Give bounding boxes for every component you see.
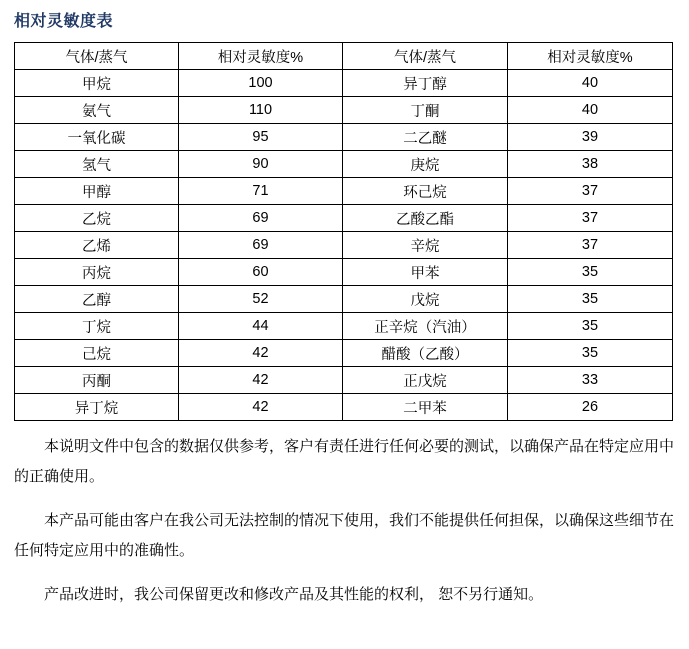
cell-gas-left: 丁烷 [15,313,179,340]
cell-gas-right: 甲苯 [343,259,508,286]
cell-gas-left: 乙烷 [15,205,179,232]
cell-sensitivity-right: 37 [508,205,673,232]
column-header-gas-right: 气体/蒸气 [343,43,508,70]
cell-gas-right: 戊烷 [343,286,508,313]
table-row [15,394,673,421]
cell-sensitivity-right: 35 [508,313,673,340]
cell-gas-left: 氨气 [15,97,179,124]
note-paragraph-1: 本说明文件中包含的数据仅供参考，客户有责任进行任何必要的测试，以确保产品在特定应用中的正确使用。 [14,438,675,485]
cell-sensitivity-left: 110 [179,97,343,124]
page-title: 相对灵敏度表 [14,13,114,30]
table-row [15,70,673,97]
cell-sensitivity-left: 71 [179,178,343,205]
cell-gas-right: 二甲苯 [343,394,508,421]
cell-sensitivity-left: 60 [179,259,343,286]
cell-gas-right: 乙酸乙酯 [343,205,508,232]
cell-sensitivity-left: 44 [179,313,343,340]
table-row [15,232,673,259]
cell-sensitivity-left: 69 [179,232,343,259]
cell-gas-right: 正戊烷 [343,367,508,394]
cell-sensitivity-right: 40 [508,70,673,97]
cell-gas-left: 氢气 [15,151,179,178]
cell-gas-right: 异丁醇 [343,70,508,97]
cell-gas-left: 甲烷 [15,70,179,97]
column-header-sensitivity-left: 相对灵敏度% [179,43,343,70]
notes-section [14,432,674,624]
note-paragraph-2: 本产品可能由客户在我公司无法控制的情况下使用，我们不能提供任何担保，以确保这些细节在任何特定应用中的准确性。 [14,512,675,559]
cell-gas-left: 丙酮 [15,367,179,394]
cell-sensitivity-right: 33 [508,367,673,394]
cell-gas-left: 丙烷 [15,259,179,286]
column-header-gas-left: 气体/蒸气 [15,43,179,70]
cell-gas-left: 乙烯 [15,232,179,259]
table-row [15,124,673,151]
table-row [15,97,673,124]
table-row [15,286,673,313]
cell-sensitivity-left: 42 [179,367,343,394]
table-row [15,367,673,394]
cell-sensitivity-left: 100 [179,70,343,97]
note-paragraph-3: 产品改进时，我公司保留更改和修改产品及其性能的权利， 恕不另行通知。 [44,586,544,603]
cell-gas-right: 二乙醚 [343,124,508,151]
cell-sensitivity-right: 39 [508,124,673,151]
column-header-sensitivity-right: 相对灵敏度% [508,43,673,70]
cell-sensitivity-right: 37 [508,232,673,259]
cell-gas-right: 庚烷 [343,151,508,178]
cell-gas-right: 正辛烷（汽油） [343,313,508,340]
cell-sensitivity-left: 52 [179,286,343,313]
table-row [15,259,673,286]
cell-gas-left: 异丁烷 [15,394,179,421]
relative-sensitivity-table [14,42,673,421]
table-row [15,205,673,232]
table-row [15,151,673,178]
cell-gas-left: 一氧化碳 [15,124,179,151]
cell-sensitivity-right: 26 [508,394,673,421]
cell-gas-right: 丁酮 [343,97,508,124]
cell-gas-right: 醋酸（乙酸） [343,340,508,367]
cell-sensitivity-right: 35 [508,340,673,367]
table-row [15,340,673,367]
cell-sensitivity-left: 90 [179,151,343,178]
cell-gas-right: 环己烷 [343,178,508,205]
cell-sensitivity-left: 69 [179,205,343,232]
table-row [15,178,673,205]
table-header-row [15,43,673,70]
cell-sensitivity-left: 42 [179,394,343,421]
cell-gas-right: 辛烷 [343,232,508,259]
cell-sensitivity-right: 38 [508,151,673,178]
cell-sensitivity-right: 35 [508,286,673,313]
cell-sensitivity-right: 37 [508,178,673,205]
cell-gas-left: 己烷 [15,340,179,367]
cell-sensitivity-left: 95 [179,124,343,151]
table-row [15,313,673,340]
cell-gas-left: 甲醇 [15,178,179,205]
cell-sensitivity-right: 40 [508,97,673,124]
cell-gas-left: 乙醇 [15,286,179,313]
cell-sensitivity-right: 35 [508,259,673,286]
cell-sensitivity-left: 42 [179,340,343,367]
